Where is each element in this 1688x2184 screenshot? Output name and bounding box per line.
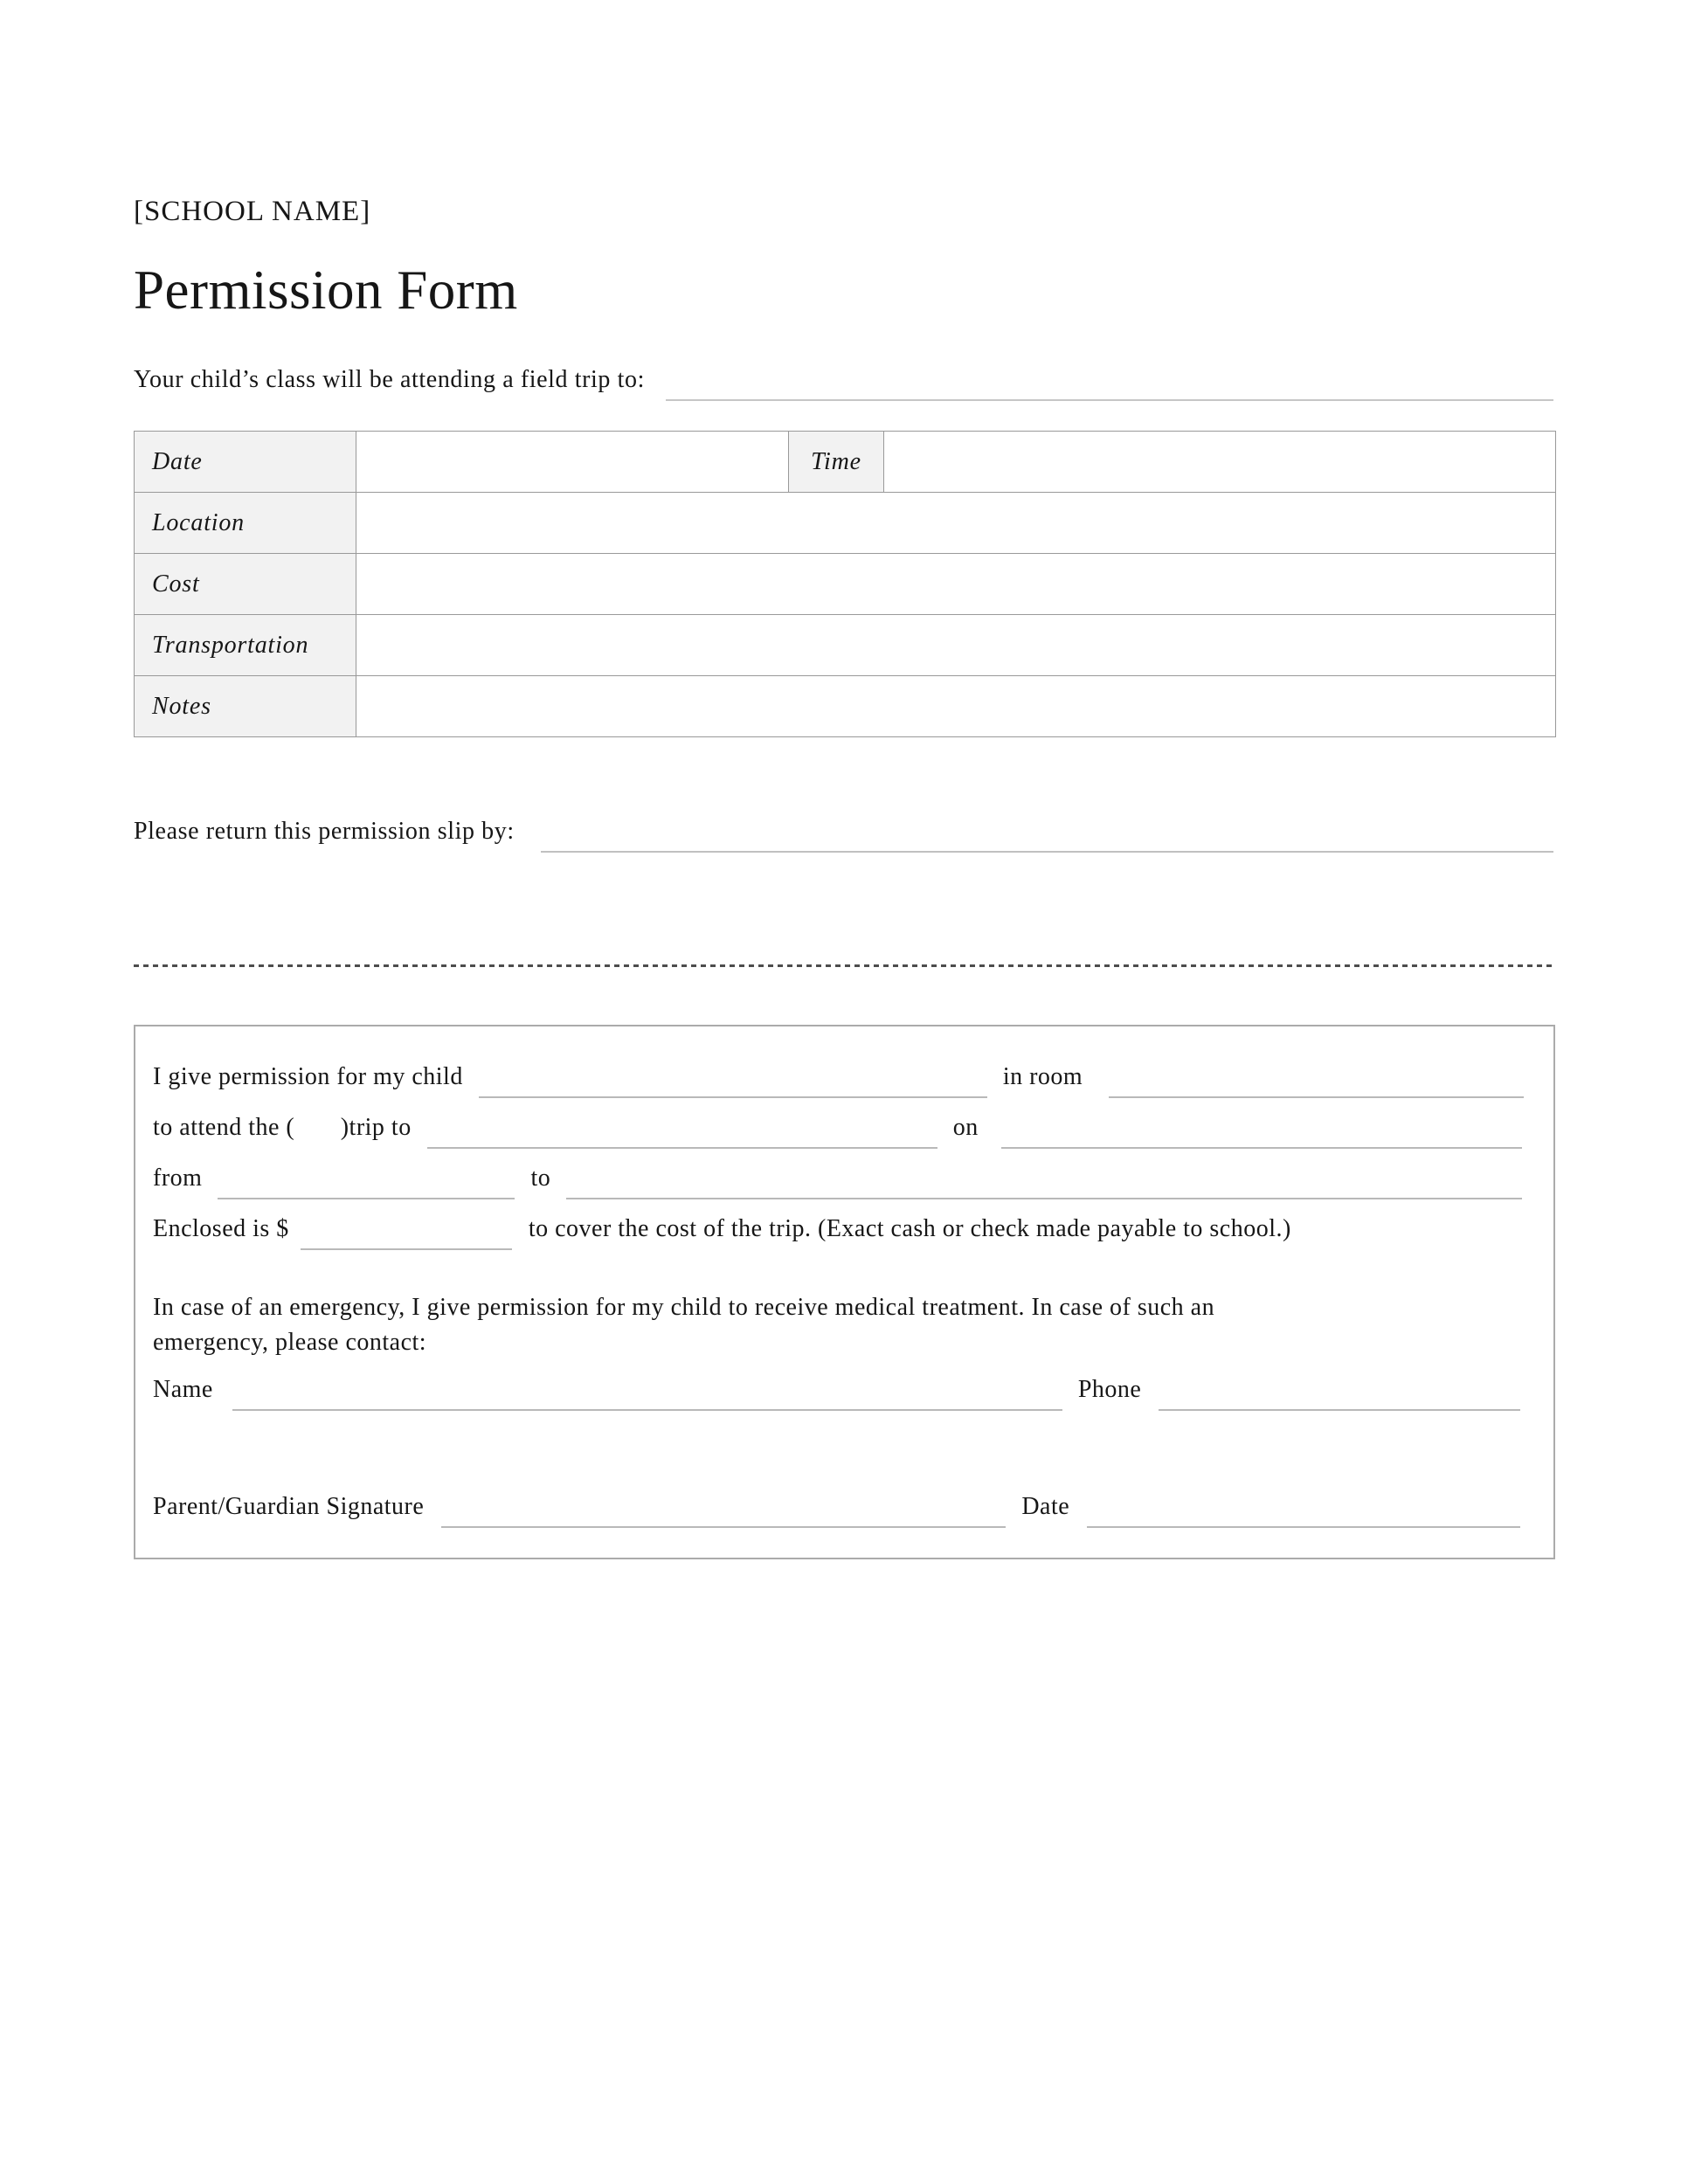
child-name-label: I give permission for my child: [153, 1063, 463, 1091]
field-trip-destination-blank[interactable]: [666, 399, 1553, 401]
trip-date-blank[interactable]: [1001, 1147, 1522, 1149]
emergency-statement-line2: emergency, please contact:: [153, 1329, 427, 1357]
notes-input-cell[interactable]: [356, 676, 1556, 737]
enclosed-amount-blank[interactable]: [301, 1248, 512, 1250]
permission-slip-box: [134, 1025, 1555, 1559]
field-trip-destination-line: [134, 366, 1555, 394]
transportation-input-cell[interactable]: [356, 615, 1556, 676]
page-title: Permission Form: [134, 259, 518, 321]
emergency-contact-line: [153, 1360, 1536, 1404]
time-input-cell[interactable]: [884, 432, 1556, 493]
contact-phone-label: Phone: [1077, 1376, 1142, 1404]
enclosed-label: Enclosed is $: [153, 1215, 289, 1243]
return-by-blank[interactable]: [541, 851, 1553, 853]
table-row: [135, 554, 1556, 615]
child-name-blank[interactable]: [479, 1096, 987, 1098]
field-trip-destination-label: Your child’s class will be attending a field trip to:: [134, 366, 645, 394]
table-label-date: Date: [135, 432, 356, 493]
slip-line-enclosed: [153, 1192, 1536, 1243]
slip-line-times: [153, 1142, 1536, 1192]
table-label-transportation: Transportation: [135, 615, 356, 676]
table-label-time: Time: [789, 432, 884, 493]
to-time-blank[interactable]: [566, 1198, 1522, 1199]
on-label: on: [952, 1114, 979, 1142]
tear-off-dashed-divider: [134, 964, 1555, 967]
in-room-label: in room: [1002, 1063, 1083, 1091]
contact-name-label: Name: [153, 1376, 213, 1404]
to-label: to: [530, 1165, 551, 1192]
emergency-contact-phone-blank[interactable]: [1159, 1409, 1520, 1411]
cost-input-cell[interactable]: [356, 554, 1556, 615]
return-by-line: [134, 818, 1555, 846]
return-by-label: Please return this permission slip by:: [134, 818, 515, 846]
from-label: from: [153, 1165, 203, 1192]
from-time-blank[interactable]: [218, 1198, 515, 1199]
signature-date-label: Date: [1021, 1493, 1070, 1521]
signature-date-blank[interactable]: [1087, 1526, 1520, 1528]
signature-line: [153, 1470, 1536, 1521]
location-input-cell[interactable]: [356, 493, 1556, 554]
emergency-statement: [153, 1290, 1536, 1360]
emergency-statement-line1: In case of an emergency, I give permission for my child to receive medical treatment. In case of such an: [153, 1294, 1215, 1322]
table-label-notes: Notes: [135, 676, 356, 737]
table-row: [135, 676, 1556, 737]
cover-cost-label: to cover the cost of the trip. (Exact cash or check made payable to school.): [528, 1215, 1291, 1243]
date-input-cell[interactable]: [356, 432, 789, 493]
room-number-blank[interactable]: [1109, 1096, 1524, 1098]
table-label-location: Location: [135, 493, 356, 554]
parent-guardian-signature-blank[interactable]: [441, 1526, 1006, 1528]
emergency-contact-name-blank[interactable]: [232, 1409, 1062, 1411]
trip-type-label: to attend the ( )trip to: [153, 1114, 412, 1142]
table-row: [135, 615, 1556, 676]
trip-details-table: [134, 431, 1556, 737]
table-row: [135, 493, 1556, 554]
slip-line-child: [153, 1040, 1536, 1091]
trip-destination-blank[interactable]: [427, 1147, 937, 1149]
signature-label: Parent/Guardian Signature: [153, 1493, 425, 1521]
slip-line-trip: [153, 1091, 1536, 1142]
table-row: [135, 432, 1556, 493]
school-name: [SCHOOL NAME]: [134, 196, 371, 227]
table-label-cost: Cost: [135, 554, 356, 615]
